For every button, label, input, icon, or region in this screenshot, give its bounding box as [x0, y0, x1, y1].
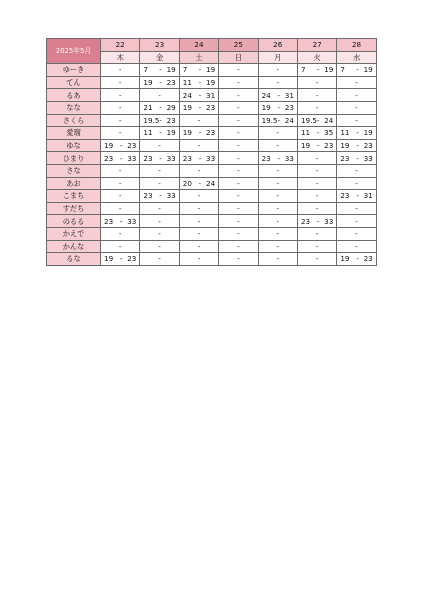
shift-cell: -: [140, 202, 179, 215]
shift-cell: -: [337, 215, 376, 228]
shift-cell: 23 - 33: [101, 152, 140, 165]
schedule-header: [47, 39, 377, 64]
shift-cell: -: [258, 202, 297, 215]
shift-cell: 19.5 - 24: [297, 114, 336, 127]
shift-cell: -: [337, 101, 376, 114]
staff-name: さくら: [47, 114, 101, 127]
shift-cell: -: [258, 139, 297, 152]
staff-row: [47, 114, 377, 127]
day-number: 26: [258, 39, 297, 52]
shift-cell: 23 - 33: [140, 152, 179, 165]
day-number: 28: [337, 39, 376, 52]
shift-cell: 23 - 33: [101, 215, 140, 228]
shift-cell: 23 - 33: [179, 152, 218, 165]
shift-cell: -: [101, 190, 140, 203]
shift-cell: -: [297, 164, 336, 177]
shift-cell: -: [297, 202, 336, 215]
shift-cell: -: [258, 127, 297, 140]
shift-cell: -: [337, 114, 376, 127]
shift-cell: -: [258, 190, 297, 203]
staff-row: [47, 190, 377, 203]
shift-cell: 23 - 33: [140, 190, 179, 203]
shift-cell: 24 - 31: [258, 89, 297, 102]
month-label: 2025年5月: [47, 39, 101, 64]
shift-cell: -: [337, 177, 376, 190]
shift-cell: -: [297, 227, 336, 240]
shift-cell: -: [101, 114, 140, 127]
day-number: 23: [140, 39, 179, 52]
staff-row: [47, 240, 377, 253]
shift-cell: -: [219, 89, 258, 102]
staff-row: [47, 139, 377, 152]
staff-name: なな: [47, 101, 101, 114]
shift-cell: 11 - 19: [179, 76, 218, 89]
staff-row: [47, 152, 377, 165]
shift-cell: -: [219, 177, 258, 190]
shift-cell: -: [297, 190, 336, 203]
shift-cell: -: [219, 227, 258, 240]
staff-name: さな: [47, 164, 101, 177]
shift-cell: -: [219, 215, 258, 228]
shift-cell: -: [219, 114, 258, 127]
shift-cell: -: [179, 227, 218, 240]
shift-cell: -: [179, 164, 218, 177]
shift-cell: -: [140, 227, 179, 240]
shift-cell: -: [219, 64, 258, 77]
shift-cell: -: [219, 202, 258, 215]
shift-cell: -: [219, 139, 258, 152]
shift-cell: -: [179, 215, 218, 228]
shift-cell: -: [337, 227, 376, 240]
staff-row: [47, 253, 377, 266]
shift-cell: -: [258, 64, 297, 77]
shift-cell: 23 - 33: [337, 152, 376, 165]
shift-cell: -: [140, 215, 179, 228]
shift-cell: 19 - 23: [101, 253, 140, 266]
shift-cell: -: [101, 202, 140, 215]
shift-cell: -: [297, 89, 336, 102]
shift-cell: 21 - 29: [140, 101, 179, 114]
staff-row: [47, 89, 377, 102]
shift-cell: -: [179, 190, 218, 203]
day-number-row: [47, 39, 377, 52]
shift-cell: -: [140, 139, 179, 152]
weekday-label: 金: [140, 51, 179, 64]
shift-cell: 19 - 23: [179, 101, 218, 114]
shift-cell: 11 - 35: [297, 127, 336, 140]
shift-cell: 11 - 19: [140, 127, 179, 140]
shift-cell: -: [101, 127, 140, 140]
weekday-label: 木: [101, 51, 140, 64]
shift-cell: -: [101, 89, 140, 102]
shift-cell: -: [258, 227, 297, 240]
shift-cell: -: [337, 202, 376, 215]
staff-name: るな: [47, 253, 101, 266]
staff-name: ゆーき: [47, 64, 101, 77]
staff-name: ゆな: [47, 139, 101, 152]
shift-cell: -: [258, 164, 297, 177]
shift-cell: -: [179, 114, 218, 127]
shift-cell: -: [219, 240, 258, 253]
shift-cell: -: [219, 152, 258, 165]
shift-cell: -: [101, 76, 140, 89]
shift-cell: 19 - 23: [297, 139, 336, 152]
shift-cell: 19 - 23: [140, 76, 179, 89]
staff-name: るあ: [47, 89, 101, 102]
shift-cell: -: [297, 152, 336, 165]
staff-name: こまち: [47, 190, 101, 203]
shift-cell: 19.5 - 23: [140, 114, 179, 127]
shift-cell: -: [258, 76, 297, 89]
staff-row: [47, 215, 377, 228]
shift-cell: -: [297, 101, 336, 114]
shift-cell: -: [337, 240, 376, 253]
staff-row: [47, 164, 377, 177]
shift-cell: 19.5 - 24: [258, 114, 297, 127]
staff-name: ひまり: [47, 152, 101, 165]
shift-cell: -: [101, 177, 140, 190]
shift-cell: -: [101, 101, 140, 114]
shift-cell: 19 - 23: [258, 101, 297, 114]
day-number: 22: [101, 39, 140, 52]
shift-cell: 19 - 23: [337, 253, 376, 266]
shift-cell: -: [297, 76, 336, 89]
shift-cell: -: [219, 76, 258, 89]
shift-cell: 20 - 24: [179, 177, 218, 190]
weekday-label: 土: [179, 51, 218, 64]
shift-cell: -: [337, 76, 376, 89]
shift-cell: -: [101, 240, 140, 253]
staff-name: あお: [47, 177, 101, 190]
staff-row: [47, 101, 377, 114]
weekday-label: 火: [297, 51, 336, 64]
staff-name: 愛瑠: [47, 127, 101, 140]
staff-name: かえで: [47, 227, 101, 240]
shift-cell: -: [140, 89, 179, 102]
staff-row: [47, 76, 377, 89]
day-number: 25: [219, 39, 258, 52]
shift-cell: -: [219, 101, 258, 114]
shift-cell: -: [179, 240, 218, 253]
staff-row: [47, 64, 377, 77]
shift-cell: -: [219, 164, 258, 177]
weekday-label: 水: [337, 51, 376, 64]
shift-cell: -: [101, 64, 140, 77]
shift-cell: 23 - 33: [258, 152, 297, 165]
shift-cell: -: [297, 240, 336, 253]
shift-cell: -: [140, 240, 179, 253]
shift-cell: -: [140, 177, 179, 190]
staff-row: [47, 227, 377, 240]
staff-name: のるる: [47, 215, 101, 228]
shift-cell: -: [101, 227, 140, 240]
shift-cell: -: [179, 202, 218, 215]
shift-cell: -: [219, 253, 258, 266]
day-number: 27: [297, 39, 336, 52]
shift-cell: 7 - 19: [297, 64, 336, 77]
weekday-label: 日: [219, 51, 258, 64]
shift-cell: -: [219, 190, 258, 203]
shift-cell: 19 - 23: [337, 139, 376, 152]
weekday-label: 月: [258, 51, 297, 64]
shift-cell: 7 - 19: [337, 64, 376, 77]
shift-cell: 19 - 23: [179, 127, 218, 140]
shift-cell: -: [101, 164, 140, 177]
shift-cell: -: [337, 164, 376, 177]
shift-cell: -: [337, 89, 376, 102]
shift-cell: -: [179, 253, 218, 266]
staff-row: [47, 127, 377, 140]
staff-name: かんな: [47, 240, 101, 253]
shift-cell: -: [258, 215, 297, 228]
shift-cell: 7 - 19: [179, 64, 218, 77]
staff-name: てん: [47, 76, 101, 89]
staff-row: [47, 202, 377, 215]
staff-name: すだち: [47, 202, 101, 215]
schedule-body: [47, 64, 377, 266]
shift-cell: -: [258, 253, 297, 266]
shift-cell: -: [179, 139, 218, 152]
shift-cell: 11 - 19: [337, 127, 376, 140]
staff-row: [47, 177, 377, 190]
shift-cell: -: [140, 164, 179, 177]
shift-cell: -: [258, 240, 297, 253]
shift-cell: -: [258, 177, 297, 190]
day-number: 24: [179, 39, 218, 52]
shift-cell: 23 - 31: [337, 190, 376, 203]
shift-cell: -: [219, 127, 258, 140]
shift-cell: -: [297, 253, 336, 266]
shift-cell: -: [140, 253, 179, 266]
shift-cell: 23 - 33: [297, 215, 336, 228]
shift-schedule-table: [46, 38, 377, 266]
shift-cell: 24 - 31: [179, 89, 218, 102]
shift-cell: 7 - 19: [140, 64, 179, 77]
shift-cell: 19 - 23: [101, 139, 140, 152]
shift-cell: -: [297, 177, 336, 190]
